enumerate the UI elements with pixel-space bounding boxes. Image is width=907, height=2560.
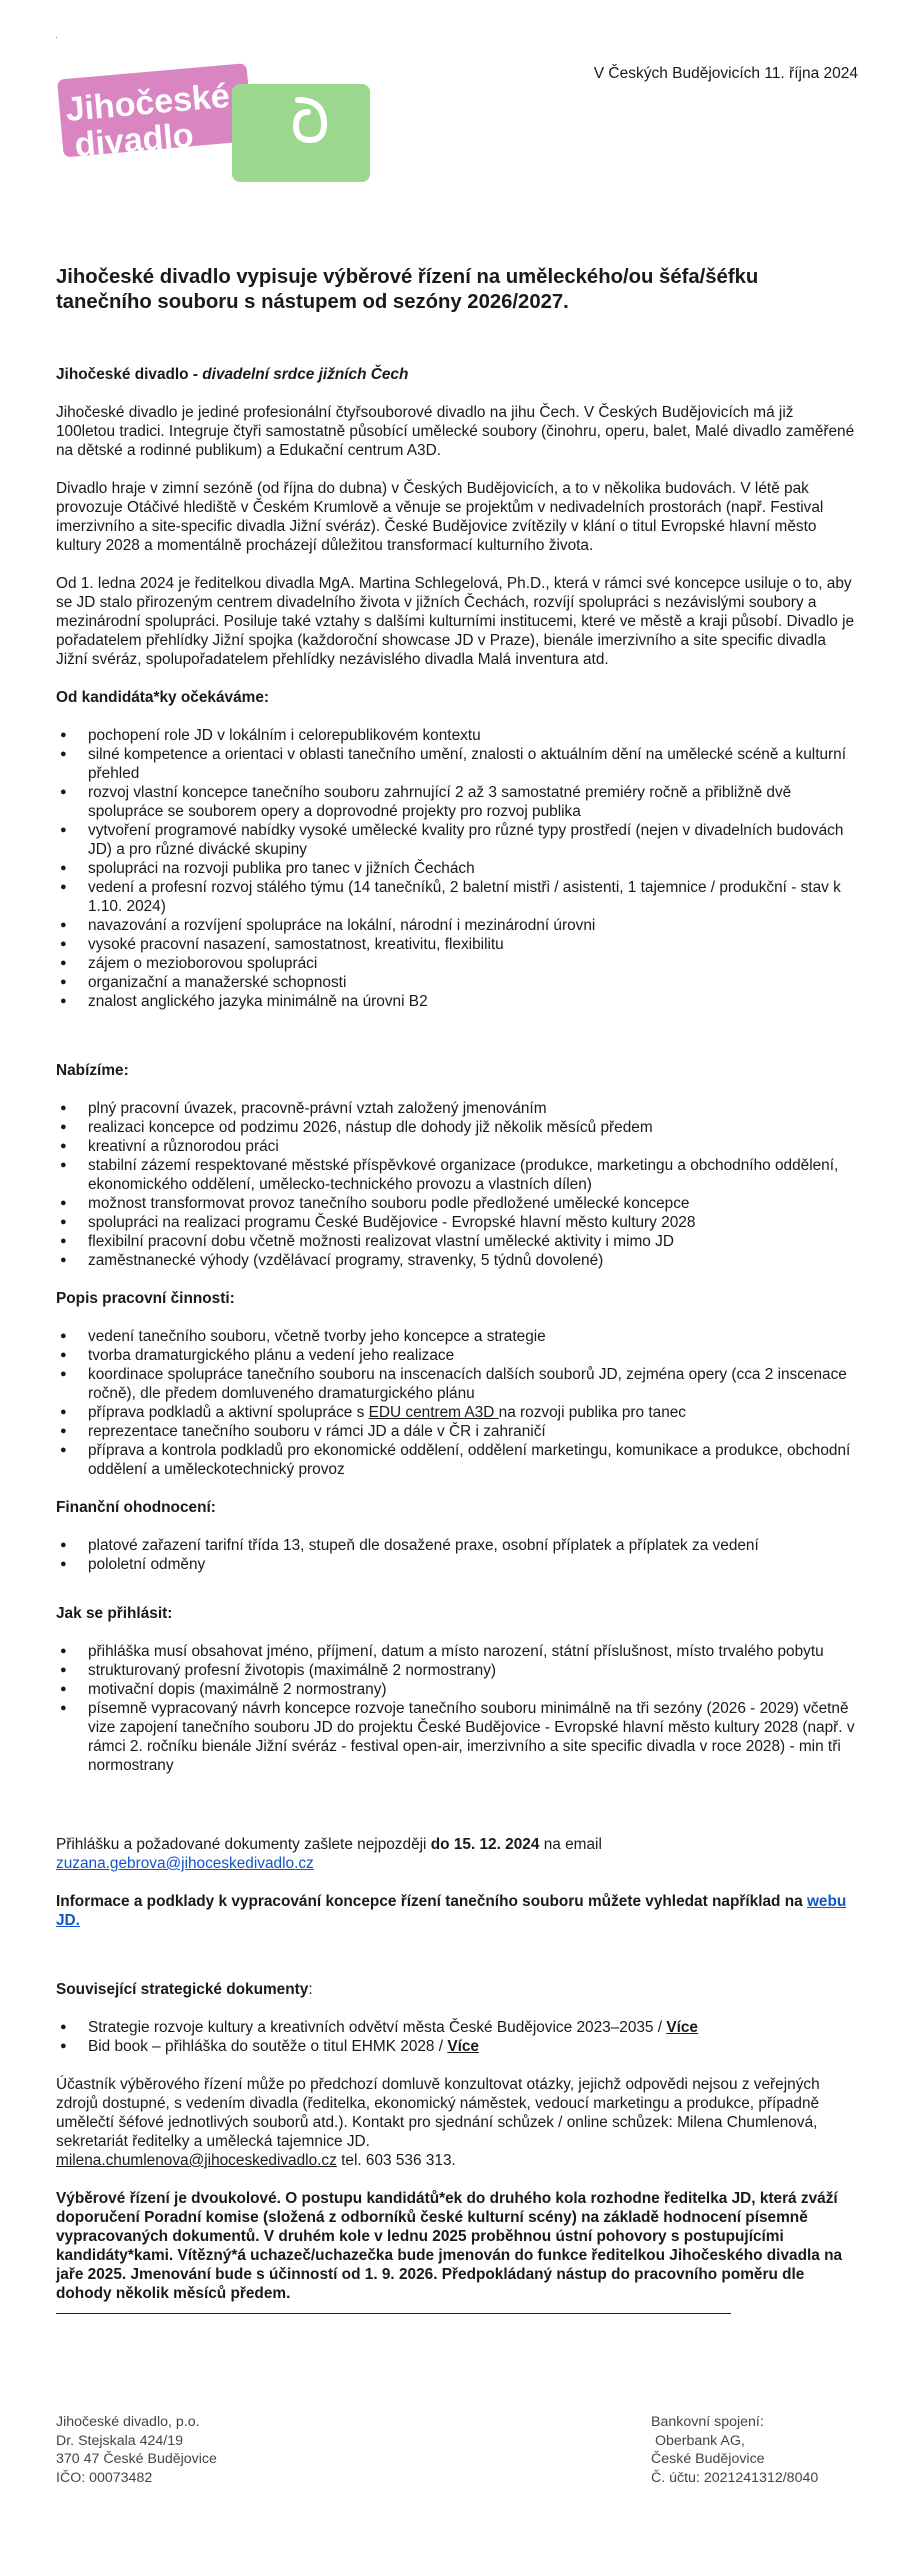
- strategic-doc-text: Bid book – přihláška do soutěže o titul EHMK 2028 /: [88, 2038, 448, 2055]
- contact-email-link[interactable]: milena.chumlenova@jihoceskedivadlo.cz: [56, 2152, 337, 2169]
- footer-line: Č. účtu: 2021241312/8040: [651, 2469, 819, 2486]
- edu-centre-link[interactable]: EDU centrem A3D: [368, 1404, 499, 1421]
- contact-phone: tel. 603 536 313.: [336, 2152, 456, 2169]
- list-item: ● zaměstnanecké výhody (vzdělávací programy, stravenky, 5 týdnů dovolené): [60, 1251, 856, 1270]
- duty-text-tail: na rozvoji publika pro tanec: [498, 1404, 687, 1421]
- finance-heading: Finanční ohodnocení:: [56, 1499, 216, 1516]
- footer-line: Dr. Stejskala 424/19: [56, 2432, 183, 2449]
- application-email-link[interactable]: zuzana.gebrova@jihoceskedivadlo.cz: [56, 1855, 314, 1872]
- finance-list: [56, 1536, 856, 1574]
- bidbook-more-link[interactable]: Více: [447, 2038, 479, 2055]
- logo-line2: divadlo: [73, 116, 196, 165]
- strategy-more-link[interactable]: Více: [666, 2019, 698, 2036]
- list-item: ● platové zařazení tarifní třída 13, stupeň dle dosažené praxe, osobní příplatek a příplatek za vedení: [60, 1536, 856, 1555]
- duties-list: [56, 1327, 856, 1479]
- web-jd-link[interactable]: webu JD.: [56, 1893, 847, 1929]
- contact-paragraph: [56, 2075, 856, 2170]
- footer-line: Bankovní spojení:: [651, 2414, 764, 2430]
- letter-date: V Českých Budějovicích 11. října 2024: [593, 65, 858, 82]
- deadline-text: Přihlášku a požadované dokumenty zašlete nejpozději: [56, 1836, 431, 1853]
- footer-bank: [651, 2413, 818, 2487]
- offer-heading: Nabízíme:: [56, 1062, 129, 1079]
- footer-line: IČO: 00073482: [56, 2469, 153, 2486]
- footer-address: [56, 2413, 217, 2487]
- list-item: ● silné kompetence a orientaci v oblasti tanečního umění, znalosti o aktuálním dění na umělecké scéně a kulturní přehled: [60, 745, 856, 783]
- intro-heading-bold: Jihočeské divadlo -: [56, 366, 203, 383]
- info-paragraph: [56, 1892, 856, 1930]
- strategic-doc-text: Strategie rozvoje kultury a kreativních odvětví města České Budějovice 2023–2035 /: [88, 2019, 667, 2036]
- footer-line: 370 47 České Budějovice: [56, 2451, 217, 2467]
- list-item: [60, 1403, 856, 1422]
- list-item: ● písemně vypracovaný návrh koncepce rozvoje tanečního souboru minimálně na tři sezóny (2026 - 2029) včetně vize zapojení tanečního souboru JD do projektu České Budějovice - Evropské hlavní město kultury 2028 (např. v rámci 2. ročníku bienále Jižní svéráz - festival open-air, imerzivního a site specific divadla v roce 2028) - min tři normostrany: [60, 1699, 856, 1775]
- intro-heading-italic: divadelní srdce jižních Čech: [202, 366, 409, 383]
- deadline-paragraph: [56, 1835, 856, 1873]
- list-item: ● tvorba dramaturgického plánu a vedení jeho realizace: [60, 1346, 856, 1365]
- list-item: ● strukturovaný profesní životopis (maximálně 2 normostrany): [60, 1661, 856, 1680]
- strategic-heading-colon: :: [308, 1981, 313, 1998]
- deadline-date: do 15. 12. 2024: [430, 1836, 540, 1853]
- page-title: Jihočeské divadlo vypisuje výběrové řízení na uměleckého/ou šéfa/šéfku tanečního souboru s nástupem od sezóny 2026/2027.: [56, 266, 759, 313]
- intro-paragraph-2: Divadlo hraje v zimní sezóně (od října do dubna) v Českých Budějovicích, a to v několika budovách. V létě pak provozuje Otáčivé hlediště v Českém Krumlově a věnuje se projektům v nedivadelních prostorách (např. Festival imerzivního a site-specific divadla Jižní svéráz). České Budějovice zvítězily v klání o titul Evropské hlavní město kultury 2028 a momentálně procházejí důležitou transformací kulturního života.: [56, 480, 824, 554]
- list-item: [60, 2018, 856, 2037]
- list-item: ● reprezentace tanečního souboru v rámci JD a dále v ČR i zahraničí: [60, 1422, 856, 1441]
- list-item: ● navazování a rozvíjení spolupráce na lokální, národní i mezinárodní úrovni: [60, 916, 856, 935]
- list-item: ● vedení tanečního souboru, včetně tvorby jeho koncepce a strategie: [60, 1327, 856, 1346]
- intro-heading: [56, 365, 856, 384]
- closing-paragraph: Výběrové řízení je dvoukolové. O postupu kandidátů*ek do druhého kola rozhodne ředitelka JD, která zváží doporučení Poradní komise (složená z odborníků české kulturní scény) na základě hodnocení písemně vypracovaných dokumentů. V druhém kole v lednu 2025 proběhnou ústní pohovory s postupujícími kandidáty*kami. Vítězný*á uchazeč/uchazečka bude jmenován do funkce ředitelkou Jihočeského divadla na jaře 2025. Jmenování bude s účinností od 1. 9. 2026. Předpokládaný nástup do pracovního poměru dle dohody několik měsíců předem.: [56, 2190, 843, 2302]
- list-item: ● plný pracovní úvazek, pracovně-právní vztah založený jmenováním: [60, 1099, 856, 1118]
- list-item: ● realizaci koncepce od podzimu 2026, nástup dle dohody již několik měsíců předem: [60, 1118, 856, 1137]
- offer-list: [56, 1099, 856, 1270]
- list-item: ● možnost transformovat provoz tanečního souboru podle předložené umělecké koncepce: [60, 1194, 856, 1213]
- list-item: ● motivační dopis (maximálně 2 normostrany): [60, 1680, 856, 1699]
- duties-heading: Popis pracovní činnosti:: [56, 1290, 235, 1307]
- list-item: ● kreativní a různorodou práci: [60, 1137, 856, 1156]
- logo-line1: Jihočeské: [64, 76, 232, 130]
- intro-paragraph-3: Od 1. ledna 2024 je ředitelkou divadla MgA. Martina Schlegelová, Ph.D., která v rámci své koncepce usiluje o to, aby se JD stalo přirozeným centrem divadelního života v jižních Čechách, rozvíjí spolupráci s nezávislými soubory a mezinárodní spolupráci. Posiluje také vztahy s dalšími kulturními institucemi, které ve městě a kraji působí. Divadlo je pořadatelem přehlídky Jižní spojka (každoroční showcase JD v Praze), bienále imerzivního a site specific divadla Jižní svéráz, spolupořadatelem přehlídky nezávislého divadla Malá inventura atd.: [56, 575, 855, 668]
- corner-mark: .: [55, 30, 58, 41]
- apply-list: [56, 1642, 856, 1775]
- divider: [56, 2313, 731, 2314]
- list-item: ● vedení a profesní rozvoj stálého týmu (14 tanečníků, 2 baletní mistři / asistenti, 1 tajemnice / produkční - stav k 1.10. 2024): [60, 878, 856, 916]
- list-item: ● stabilní zázemí respektované městské příspěvkové organizace (produkce, marketingu a obchodního oddělení, ekonomického oddělení, umělecko-technického provozu a vlastních dílen): [60, 1156, 856, 1194]
- info-text: Informace a podklady k vypracování koncepce řízení tanečního souboru můžete vyhledat například na: [56, 1893, 807, 1910]
- contact-text: Účastník výběrového řízení může po předchozí domluvě konzultovat otázky, jejichž odpovědi nejsou z veřejných zdrojů dostupné, s vedením divadla (ředitelka, ekonomický náměstek, vedoucí marketingu a produkce, případně umělečtí šéfové jednotlivých souborů atd.). Kontakt pro sjednání schůzek / online schůzek: Milena Chumlenová, sekretariát ředitelky a umělecká tajemnice JD.: [56, 2076, 820, 2150]
- strategic-list: [56, 2018, 856, 2056]
- list-item: ● přihláška musí obsahovat jméno, příjmení, datum a místo narození, státní příslušnost, místo trvalého pobytu: [60, 1642, 856, 1661]
- list-item: ● příprava a kontrola podkladů pro ekonomické oddělení, oddělení marketingu, komunikace a produkce, obchodní oddělení a uměleckotechnický provoz: [60, 1441, 856, 1479]
- footer-line: Oberbank AG,: [651, 2432, 745, 2449]
- list-item: ● vytvoření programové nabídky vysoké umělecké kvality pro různé typy prostředí (nejen v divadelních budovách JD) a pro různé divácké skupiny: [60, 821, 856, 859]
- footer-line: Jihočeské divadlo, p.o.: [56, 2414, 200, 2430]
- list-item: ● spolupráci na rozvoji publika pro tanec v jižních Čechách: [60, 859, 856, 878]
- list-item: ● organizační a manažerské schopnosti: [60, 973, 856, 992]
- footer-line: České Budějovice: [651, 2451, 765, 2467]
- duty-text: příprava podkladů a aktivní spolupráce s: [88, 1404, 369, 1421]
- apply-heading: Jak se přihlásit:: [56, 1605, 173, 1622]
- strategic-heading: [56, 1980, 856, 1999]
- deadline-text-post: na email: [539, 1836, 602, 1853]
- list-item: ● rozvoj vlastní koncepce tanečního souboru zahrnující 2 až 3 samostatné premiéry ročně a přibližně dvě spolupráce se souborem opery a doprovodné projekty pro rozvoj publika: [60, 783, 856, 821]
- list-item: ● pololetní odměny: [60, 1555, 856, 1574]
- expect-heading: Od kandidáta*ky očekáváme:: [56, 689, 270, 706]
- list-item: ● pochopení role JD v lokálním i celorepublikovém kontextu: [60, 726, 856, 745]
- letter-body: [56, 265, 856, 2314]
- jihoceske-divadlo-logo-icon: [52, 58, 377, 183]
- list-item: ● koordinace spolupráce tanečního souboru na inscenacích dalších souborů JD, zejména opery (cca 2 inscenace ročně), dle předem domluveného dramaturgického plánu: [60, 1365, 856, 1403]
- list-item: [60, 2037, 856, 2056]
- list-item: ● zájem o mezioborovou spolupráci: [60, 954, 856, 973]
- list-item: ● spolupráci na realizaci programu České Budějovice - Evropské hlavní město kultury 2028: [60, 1213, 856, 1232]
- strategic-heading-text: Související strategické dokumenty: [56, 1981, 309, 1998]
- list-item: ● vysoké pracovní nasazení, samostatnost, kreativitu, flexibilitu: [60, 935, 856, 954]
- expect-list: [56, 726, 856, 1011]
- list-item: ● znalost anglického jazyka minimálně na úrovni B2: [60, 992, 856, 1011]
- list-item: ● flexibilní pracovní dobu včetně možnosti realizovat vlastní umělecké aktivity i mimo JD: [60, 1232, 856, 1251]
- intro-paragraph-1: Jihočeské divadlo je jediné profesionální čtyřsouborové divadlo na jihu Čech. V Českých Budějovicích má již 100letou tradici. Integruje čtyři samostatně působící umělecké soubory (činohru, operu, balet, Malé divadlo zaměřené na dětské a rodinné publikum) a Edukační centrum A3D.: [56, 404, 855, 459]
